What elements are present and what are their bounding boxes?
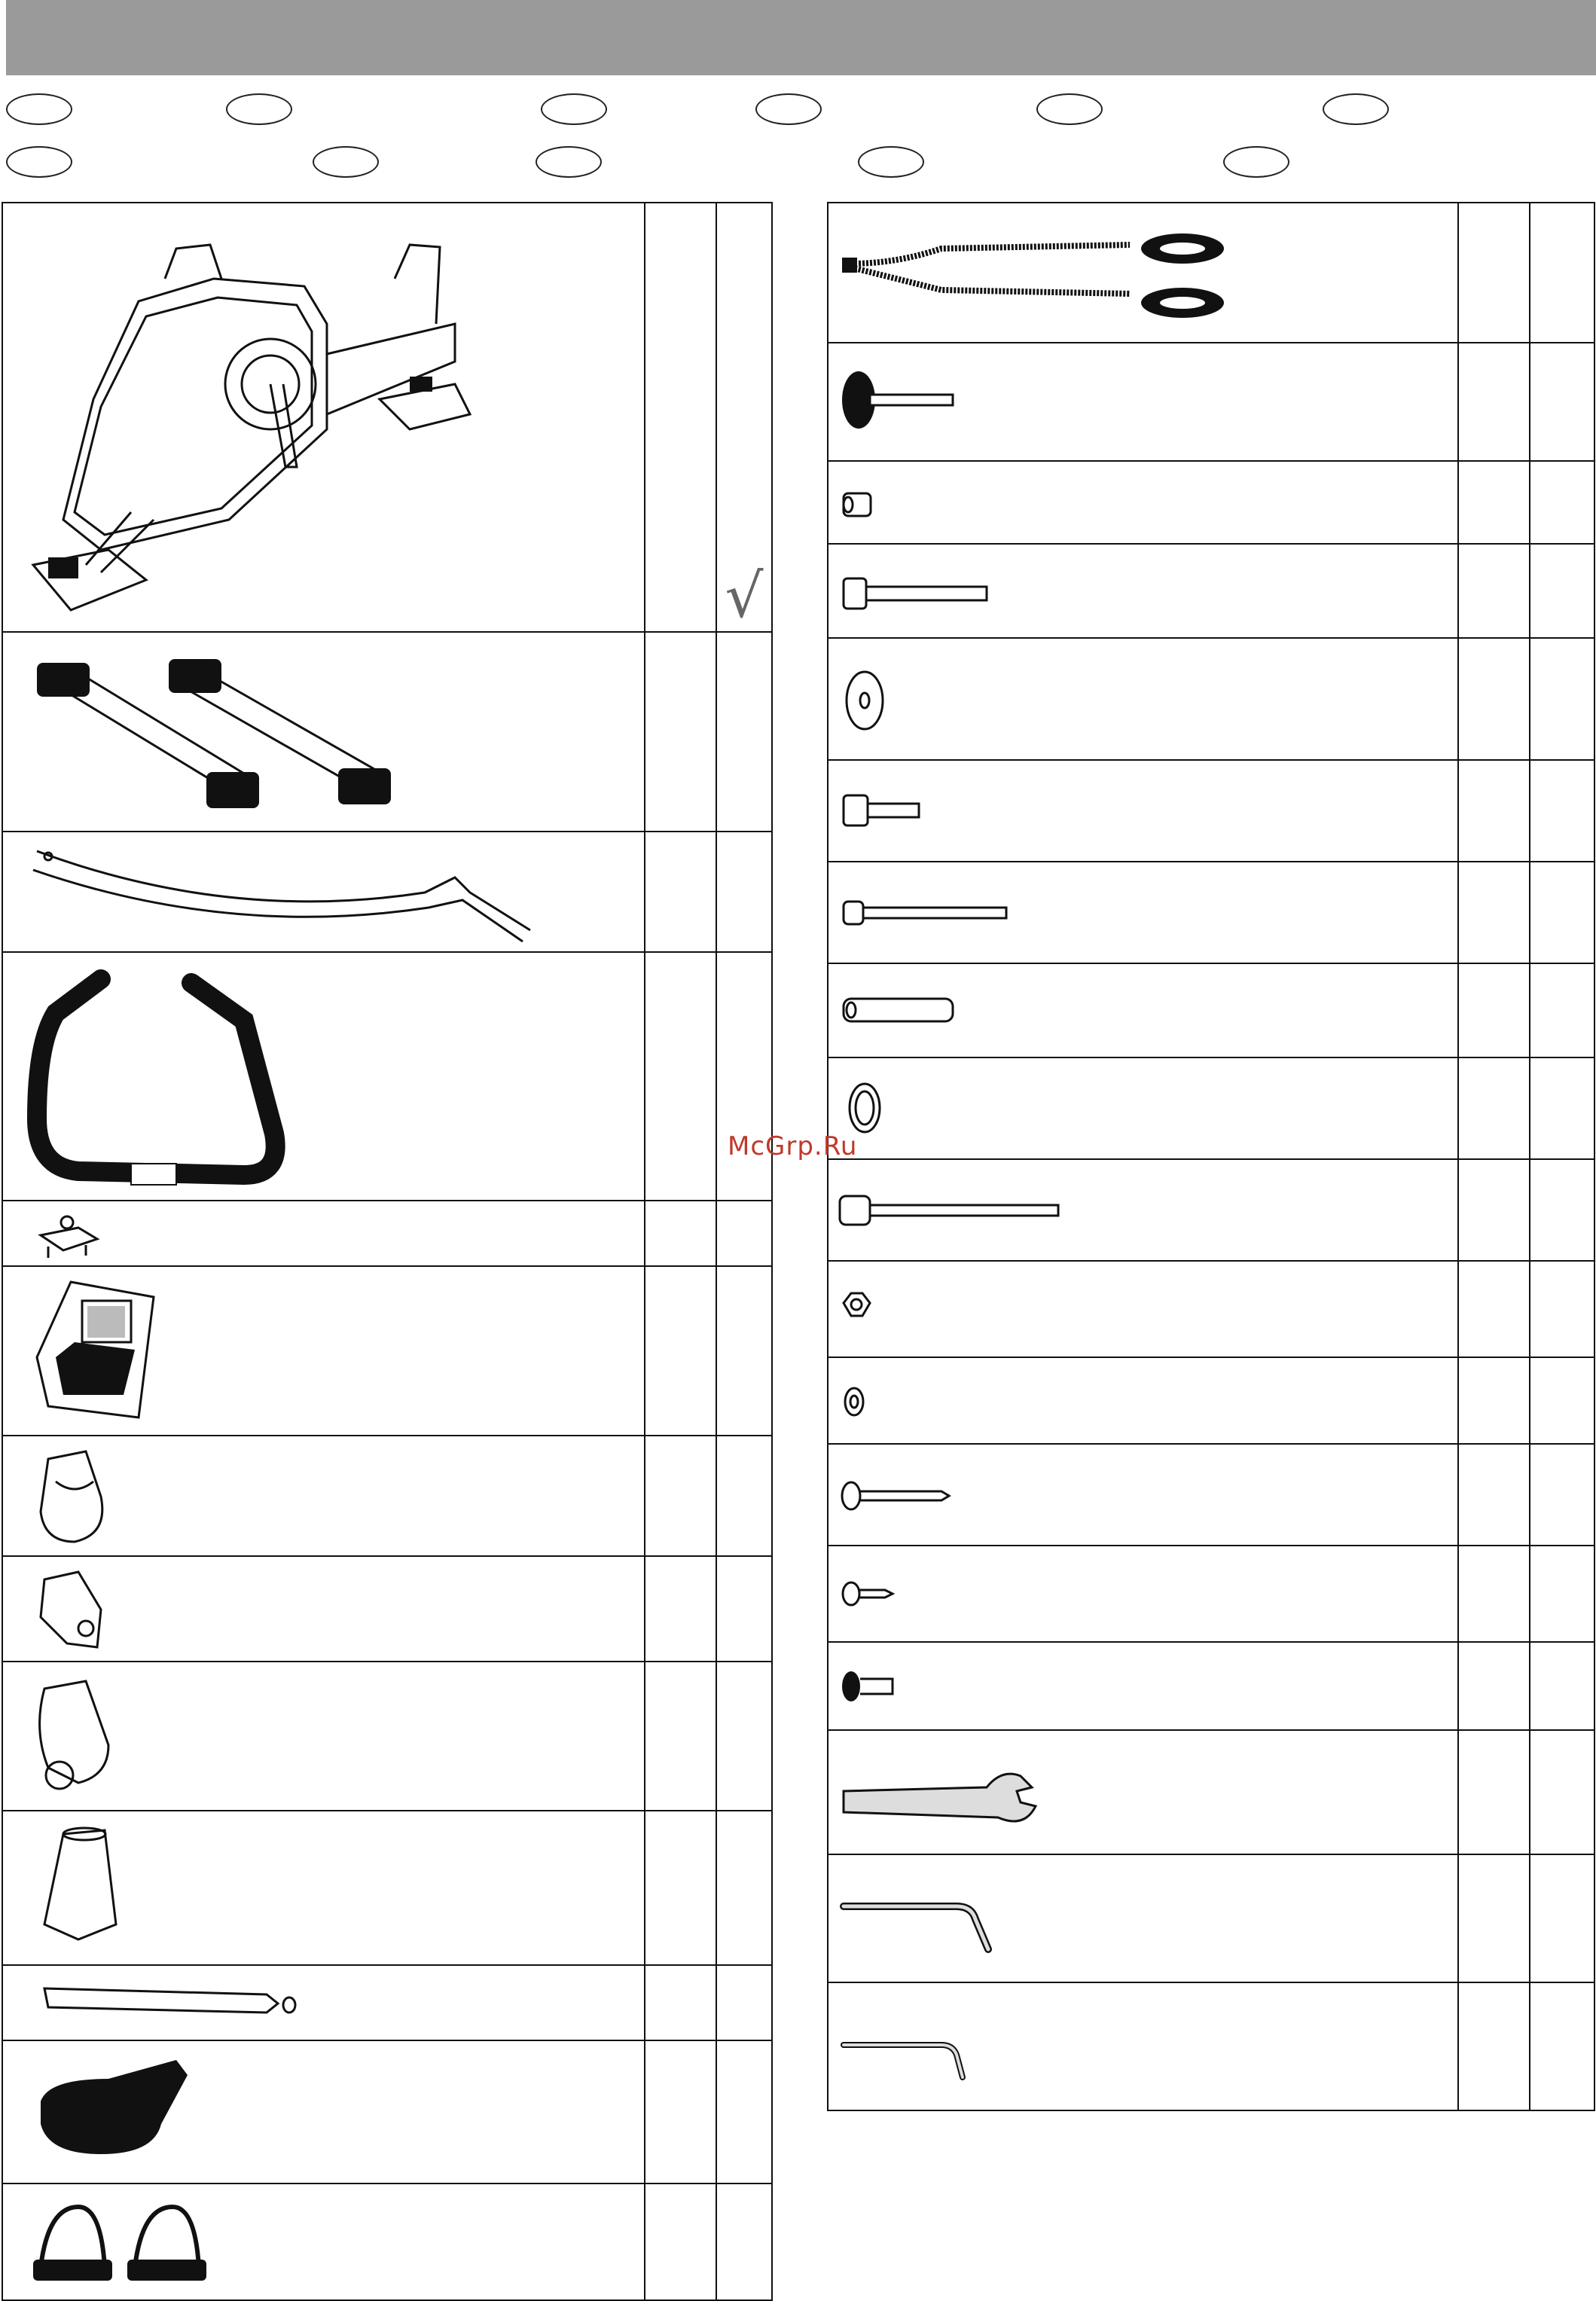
quantity-cell bbox=[1458, 1982, 1530, 2110]
check-cell bbox=[716, 952, 772, 1201]
language-oval bbox=[536, 146, 602, 178]
table-row bbox=[2, 1266, 772, 1436]
quantity-cell bbox=[645, 1266, 716, 1436]
quantity-cell bbox=[1458, 544, 1530, 638]
short-screw-part bbox=[828, 1546, 1458, 1642]
table-row bbox=[2, 2040, 772, 2184]
table-row bbox=[2, 952, 772, 1201]
table-row bbox=[828, 1982, 1594, 2110]
handlebar-tube-part bbox=[2, 832, 645, 952]
header-bar bbox=[6, 0, 1596, 75]
quantity-cell bbox=[1458, 1854, 1530, 1982]
check-cell bbox=[716, 1266, 772, 1436]
quantity-cell bbox=[645, 1556, 716, 1662]
quantity-cell bbox=[645, 1662, 716, 1811]
check-cell bbox=[1530, 343, 1594, 461]
check-cell bbox=[716, 1965, 772, 2040]
quantity-cell bbox=[645, 1965, 716, 2040]
table-row bbox=[828, 544, 1594, 638]
quantity-cell bbox=[645, 1201, 716, 1266]
plug-part bbox=[828, 1642, 1458, 1730]
quantity-cell bbox=[645, 1436, 716, 1556]
quantity-cell bbox=[1458, 203, 1530, 343]
table-row bbox=[2, 832, 772, 952]
quantity-cell bbox=[1458, 1642, 1530, 1730]
allen-bolt-part bbox=[828, 862, 1458, 963]
table-row bbox=[2, 1662, 772, 1811]
adjustment-knob-part bbox=[828, 343, 1458, 461]
large-washer-part bbox=[828, 638, 1458, 760]
check-cell bbox=[716, 1556, 772, 1662]
cover-part-c bbox=[2, 1662, 645, 1811]
table-row bbox=[2, 1436, 772, 1556]
quantity-cell bbox=[1458, 1730, 1530, 1854]
seat-post-part bbox=[2, 1965, 645, 2040]
table-row bbox=[828, 963, 1594, 1057]
table-row bbox=[2, 1965, 772, 2040]
language-oval bbox=[313, 146, 379, 178]
check-cell bbox=[716, 1201, 772, 1266]
sleeve-part bbox=[828, 963, 1458, 1057]
table-row bbox=[2, 203, 772, 632]
check-cell bbox=[1530, 760, 1594, 862]
quantity-cell bbox=[1458, 963, 1530, 1057]
quantity-cell bbox=[645, 203, 716, 632]
check-mark: √ bbox=[725, 561, 764, 631]
quantity-cell bbox=[645, 832, 716, 952]
quantity-cell bbox=[1458, 1057, 1530, 1159]
language-oval bbox=[1223, 146, 1289, 178]
check-cell bbox=[1530, 1642, 1594, 1730]
language-oval bbox=[755, 93, 822, 125]
quantity-cell bbox=[645, 1811, 716, 1965]
check-cell bbox=[1530, 203, 1594, 343]
table-row bbox=[828, 1730, 1594, 1854]
check-cell bbox=[716, 1811, 772, 1965]
right-parts-table bbox=[827, 202, 1595, 2111]
nut-part bbox=[828, 1261, 1458, 1357]
check-cell bbox=[716, 832, 772, 952]
table-row bbox=[828, 638, 1594, 760]
language-oval bbox=[226, 93, 292, 125]
seat-post-cover-part bbox=[2, 1811, 645, 1965]
table-row bbox=[828, 1261, 1594, 1357]
check-cell bbox=[1530, 638, 1594, 760]
table-row bbox=[828, 343, 1594, 461]
bushing-part bbox=[828, 1057, 1458, 1159]
check-cell bbox=[1530, 1546, 1594, 1642]
table-row bbox=[828, 461, 1594, 544]
table-row bbox=[828, 203, 1594, 343]
table-row bbox=[828, 1057, 1594, 1159]
language-oval bbox=[858, 146, 924, 178]
check-cell bbox=[1530, 1444, 1594, 1546]
quantity-cell bbox=[1458, 1444, 1530, 1546]
check-cell bbox=[1530, 1057, 1594, 1159]
language-oval bbox=[6, 93, 72, 125]
check-cell bbox=[716, 203, 772, 632]
quantity-cell bbox=[645, 632, 716, 832]
watermark-text: McGrp.Ru bbox=[728, 1131, 858, 1161]
check-cell bbox=[1530, 1357, 1594, 1444]
check-cell bbox=[716, 1436, 772, 1556]
quantity-cell bbox=[1458, 343, 1530, 461]
check-cell bbox=[1530, 544, 1594, 638]
quantity-cell bbox=[1458, 1357, 1530, 1444]
check-cell bbox=[1530, 1982, 1594, 2110]
quantity-cell bbox=[645, 952, 716, 1201]
computer-console-part bbox=[2, 1266, 645, 1436]
long-hex-bolt-part bbox=[828, 544, 1458, 638]
check-cell bbox=[1530, 1159, 1594, 1261]
main-frame-part bbox=[2, 203, 645, 632]
stabilizer-feet-part bbox=[2, 632, 645, 832]
check-cell bbox=[716, 2040, 772, 2184]
quantity-cell bbox=[1458, 1546, 1530, 1642]
table-row bbox=[828, 1357, 1594, 1444]
check-cell bbox=[716, 632, 772, 832]
table-row bbox=[828, 862, 1594, 963]
allen-key-large-part bbox=[828, 1854, 1458, 1982]
screw-part bbox=[828, 1444, 1458, 1546]
table-row bbox=[828, 1546, 1594, 1642]
pedals-part bbox=[2, 2184, 645, 2300]
quantity-cell bbox=[1458, 862, 1530, 963]
check-cell bbox=[1530, 1261, 1594, 1357]
clamp-part bbox=[2, 1201, 645, 1266]
language-oval bbox=[1323, 93, 1389, 125]
quantity-cell bbox=[1458, 1261, 1530, 1357]
check-cell bbox=[1530, 963, 1594, 1057]
table-row bbox=[2, 632, 772, 832]
quantity-cell bbox=[1458, 760, 1530, 862]
quantity-cell bbox=[645, 2040, 716, 2184]
table-row bbox=[828, 760, 1594, 862]
check-cell bbox=[1530, 1730, 1594, 1854]
quantity-cell bbox=[1458, 461, 1530, 544]
seat-part bbox=[2, 2040, 645, 2184]
table-row bbox=[828, 1642, 1594, 1730]
pulse-sensor-cable-part bbox=[828, 203, 1458, 343]
spacer-part bbox=[828, 461, 1458, 544]
language-oval bbox=[541, 93, 607, 125]
table-row bbox=[2, 1556, 772, 1662]
table-row bbox=[2, 1811, 772, 1965]
check-cell bbox=[1530, 862, 1594, 963]
check-cell bbox=[716, 1662, 772, 1811]
quantity-cell bbox=[1458, 638, 1530, 760]
wrench-part bbox=[828, 1730, 1458, 1854]
small-washer-part bbox=[828, 1357, 1458, 1444]
table-row bbox=[828, 1854, 1594, 1982]
long-allen-bolt-part bbox=[828, 1159, 1458, 1261]
handlebar-part bbox=[2, 952, 645, 1201]
check-cell bbox=[716, 2184, 772, 2300]
allen-key-small-part bbox=[828, 1982, 1458, 2110]
check-cell bbox=[1530, 461, 1594, 544]
table-row bbox=[2, 2184, 772, 2300]
cover-part-a bbox=[2, 1436, 645, 1556]
cover-part-b bbox=[2, 1556, 645, 1662]
table-row bbox=[828, 1159, 1594, 1261]
short-hex-bolt-part bbox=[828, 760, 1458, 862]
quantity-cell bbox=[1458, 1159, 1530, 1261]
table-row bbox=[828, 1444, 1594, 1546]
language-oval bbox=[6, 146, 72, 178]
language-oval bbox=[1036, 93, 1103, 125]
left-parts-table bbox=[2, 202, 773, 2301]
check-cell bbox=[1530, 1854, 1594, 1982]
table-row bbox=[2, 1201, 772, 1266]
quantity-cell bbox=[645, 2184, 716, 2300]
